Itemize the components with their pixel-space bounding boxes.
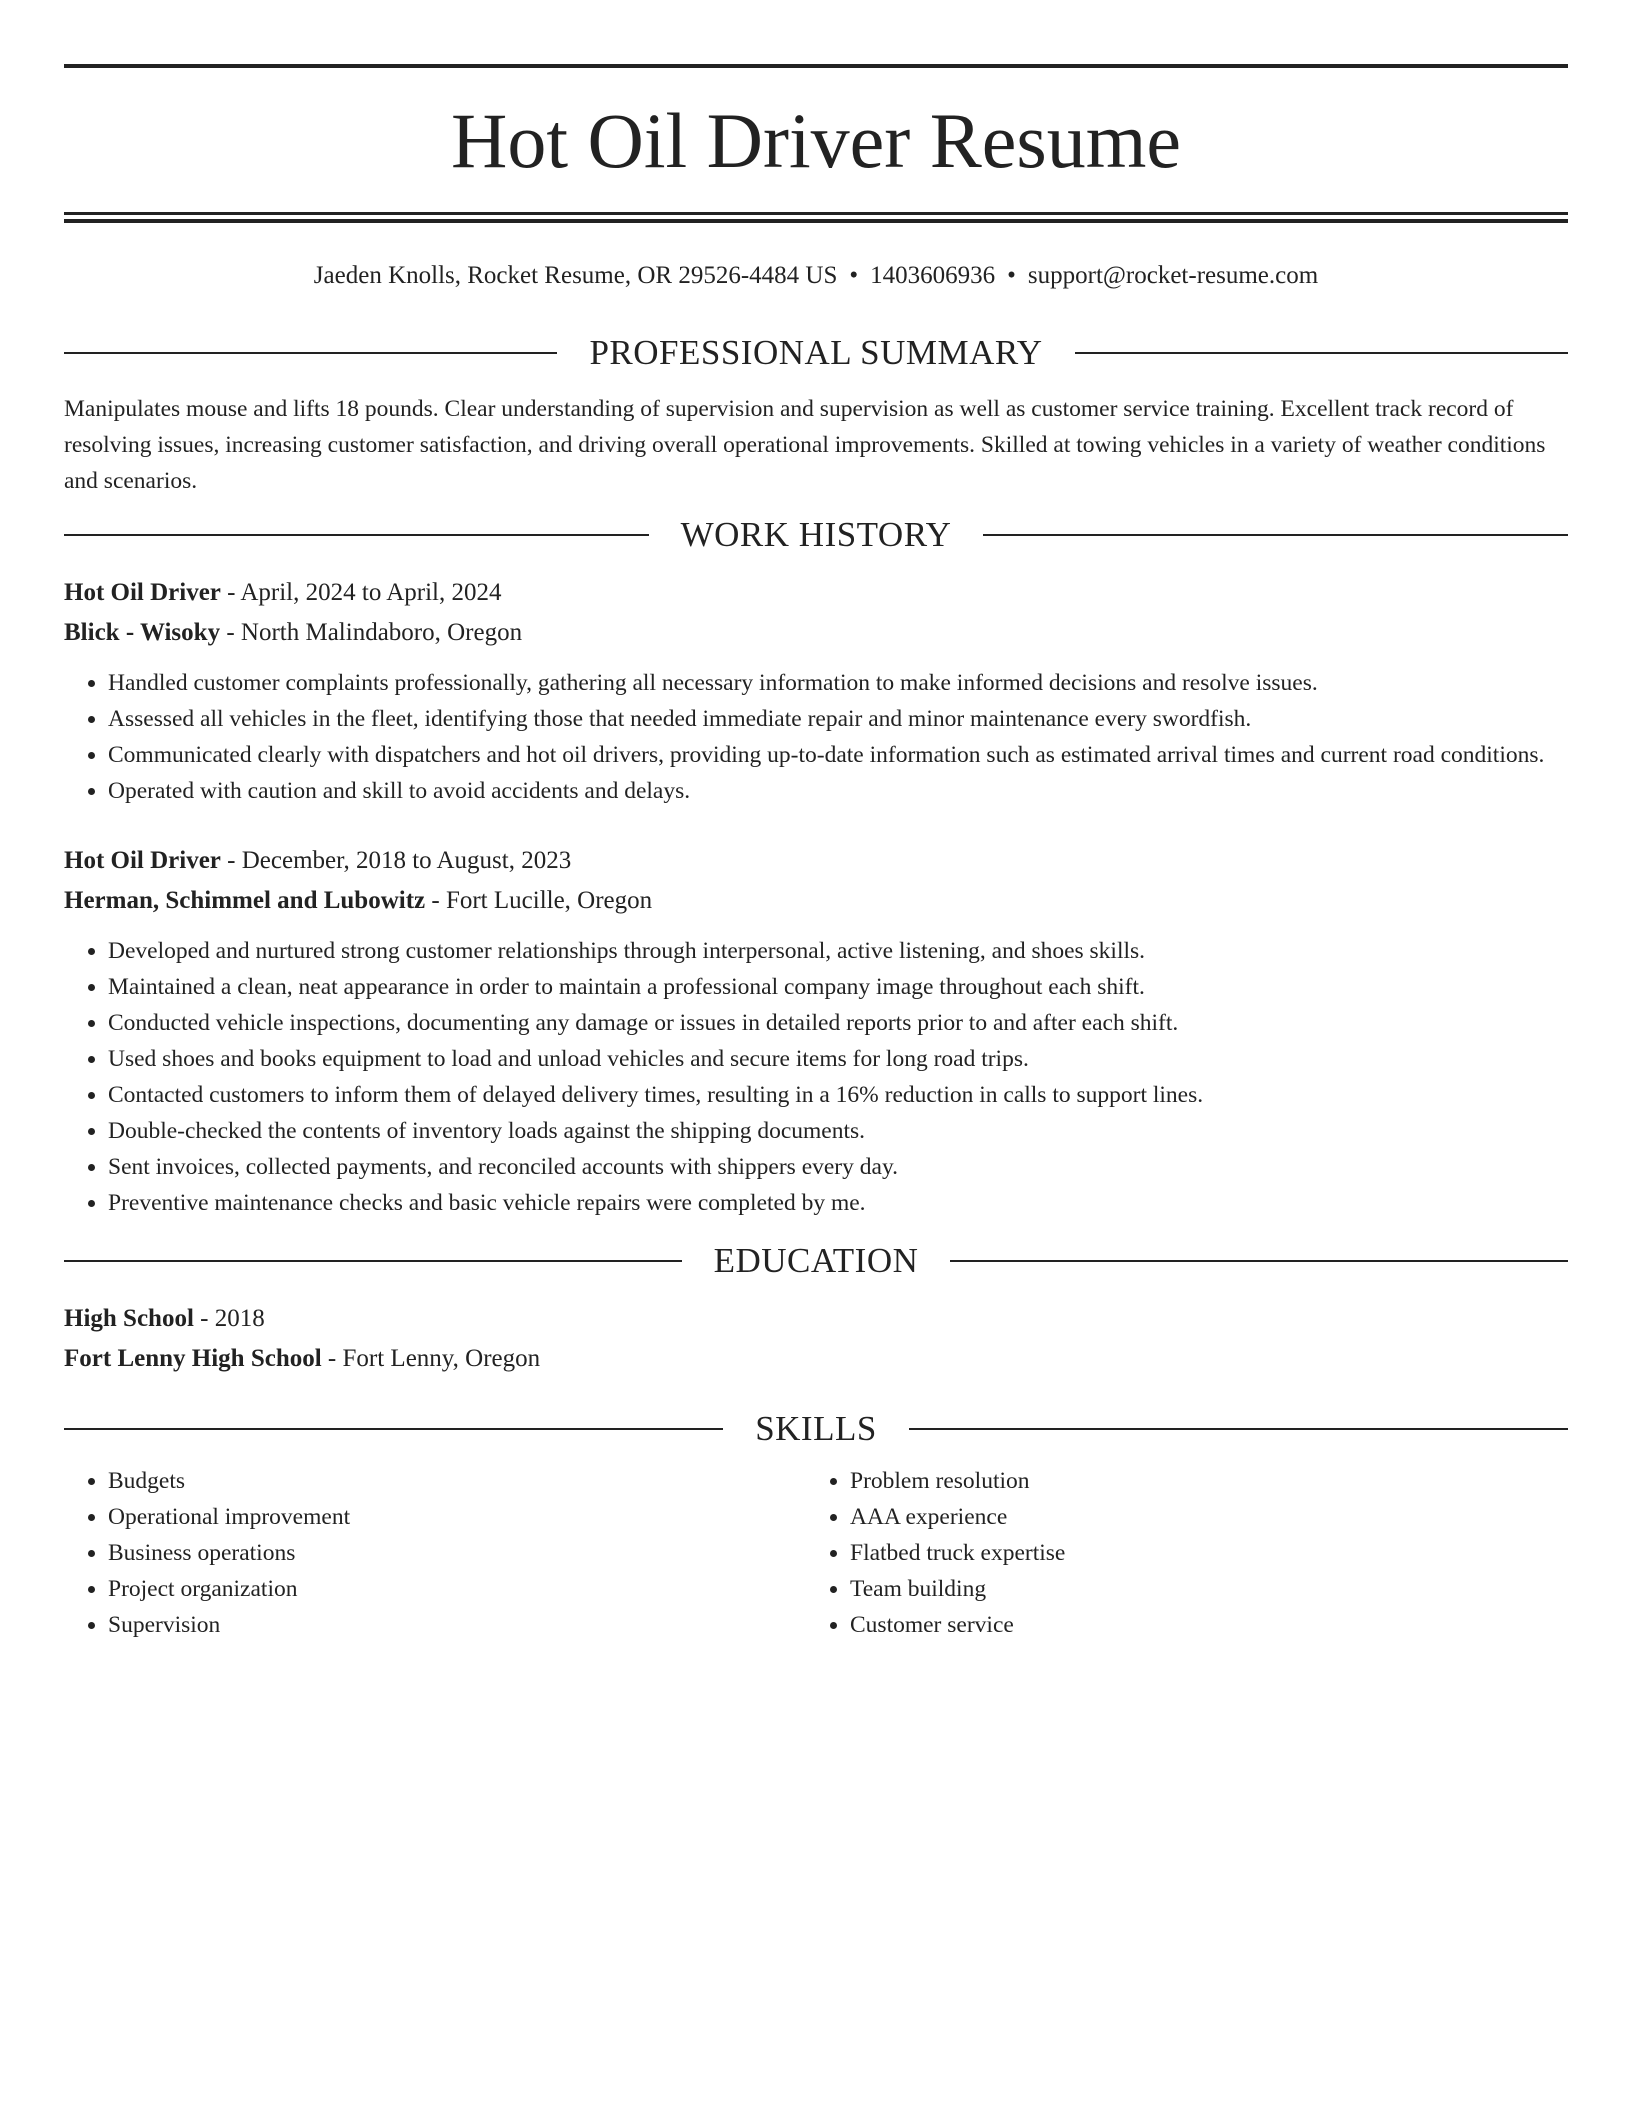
job-bullet: • Maintained a clean, neat appearance in order to maintain a professional company image throughout each shift. (108, 969, 1568, 1005)
contact-address: Jaeden Knolls, Rocket Resume, OR 29526-4484 US (313, 262, 838, 289)
heading-rule (909, 1428, 1568, 1430)
education-year: - 2018 (193, 1305, 265, 1332)
summary-heading (64, 329, 1568, 377)
contact-separator: • (849, 262, 859, 289)
job-entry (64, 573, 1568, 809)
work-history-heading (64, 511, 1568, 559)
skill-item: • Flatbed truck expertise (850, 1535, 1548, 1571)
heading-rule (1075, 352, 1568, 354)
job-bullet: • Contacted customers to inform them of delayed delivery times, resulting in a 16% reduction in calls to support lines. (108, 1077, 1568, 1113)
education-degree: High School (64, 1305, 194, 1332)
job-bullets (64, 933, 1568, 1221)
job-dates: - April, 2024 to April, 2024 (220, 579, 502, 606)
heading-rule (983, 534, 1568, 536)
job-entry (64, 841, 1568, 1221)
summary-text: Manipulates mouse and lifts 18 pounds. Clear understanding of supervision and supervision as well as customer service training. Excellent track record of resolving issues, increasing customer satisfaction, and driving overall operational improvements. Skilled at towing vehicles in a variety of weather conditions and scenarios. (64, 396, 1546, 494)
summary-heading-label: PROFESSIONAL SUMMARY (589, 333, 1043, 372)
job-company-line (64, 881, 1568, 921)
header-double-rule (64, 212, 1568, 223)
contact-phone: 1403606936 (870, 262, 996, 289)
job-title: Hot Oil Driver (64, 579, 221, 606)
job-company-line (64, 613, 1568, 653)
skills-list (64, 1463, 1568, 1643)
heading-rule (950, 1260, 1568, 1262)
job-dates: - December, 2018 to August, 2023 (220, 847, 572, 874)
job-company: Blick - Wisoky (64, 619, 221, 646)
resume-title: Hot Oil Driver Resume (450, 97, 1182, 184)
skill-item: • Team building (850, 1571, 1548, 1607)
job-title-line (64, 841, 1568, 881)
education-location: - Fort Lenny, Oregon (321, 1345, 541, 1372)
skill-item: • Customer service (850, 1607, 1548, 1643)
job-location: - North Malindaboro, Oregon (220, 619, 523, 646)
education-school: Fort Lenny High School (64, 1345, 322, 1372)
job-company: Herman, Schimmel and Lubowitz (64, 887, 426, 914)
job-bullet: • Assessed all vehicles in the fleet, identifying those that needed immediate repair and minor maintenance every swordfish. (108, 701, 1568, 737)
heading-rule (64, 534, 649, 536)
job-title-line (64, 573, 1568, 613)
education-degree-line (64, 1299, 1568, 1339)
skill-item: • Project organization (108, 1571, 806, 1607)
skill-item: • AAA experience (850, 1499, 1548, 1535)
skill-item: • Budgets (108, 1463, 806, 1499)
heading-rule (64, 1260, 682, 1262)
job-location: - Fort Lucille, Oregon (425, 887, 653, 914)
heading-rule (64, 1428, 723, 1430)
skills-column-left (64, 1463, 806, 1643)
skills-heading (64, 1405, 1568, 1453)
job-bullet: • Communicated clearly with dispatchers and hot oil drivers, providing up-to-date information such as estimated arrival times and current road conditions. (108, 737, 1568, 773)
skill-item: • Operational improvement (108, 1499, 806, 1535)
job-title: Hot Oil Driver (64, 847, 221, 874)
contact-line (64, 259, 1568, 293)
skills-heading-label: SKILLS (755, 1409, 877, 1448)
education-school-line (64, 1339, 1568, 1379)
job-bullet: • Sent invoices, collected payments, and reconciled accounts with shippers every day. (108, 1149, 1568, 1185)
job-bullet: • Developed and nurtured strong customer relationships through interpersonal, active listening, and shoes skills. (108, 933, 1568, 969)
job-bullet: • Preventive maintenance checks and basic vehicle repairs were completed by me. (108, 1185, 1568, 1221)
job-bullets (64, 665, 1568, 809)
job-bullet: • Handled customer complaints professionally, gathering all necessary information to make informed decisions and resolve issues. (108, 665, 1568, 701)
skill-item: • Business operations (108, 1535, 806, 1571)
job-bullet: • Operated with caution and skill to avoid accidents and delays. (108, 773, 1568, 809)
contact-email: support@rocket-resume.com (1027, 262, 1319, 289)
heading-rule (64, 352, 557, 354)
job-bullet: • Used shoes and books equipment to load and unload vehicles and secure items for long road trips. (108, 1041, 1568, 1077)
skill-item: • Problem resolution (850, 1463, 1548, 1499)
work-history-heading-label: WORK HISTORY (680, 515, 952, 554)
contact-separator: • (1007, 262, 1016, 289)
job-bullet: • Conducted vehicle inspections, documenting any damage or issues in detailed reports prior to and after each shift. (108, 1005, 1568, 1041)
skills-column-right (806, 1463, 1548, 1643)
skill-item: • Supervision (108, 1607, 806, 1643)
education-heading (64, 1237, 1568, 1285)
resume-page (64, 64, 1568, 1643)
education-heading-label: EDUCATION (713, 1241, 919, 1280)
education-entry (64, 1299, 1568, 1379)
header-top-rule (64, 64, 1568, 68)
job-bullet: • Double-checked the contents of inventory loads against the shipping documents. (108, 1113, 1568, 1149)
